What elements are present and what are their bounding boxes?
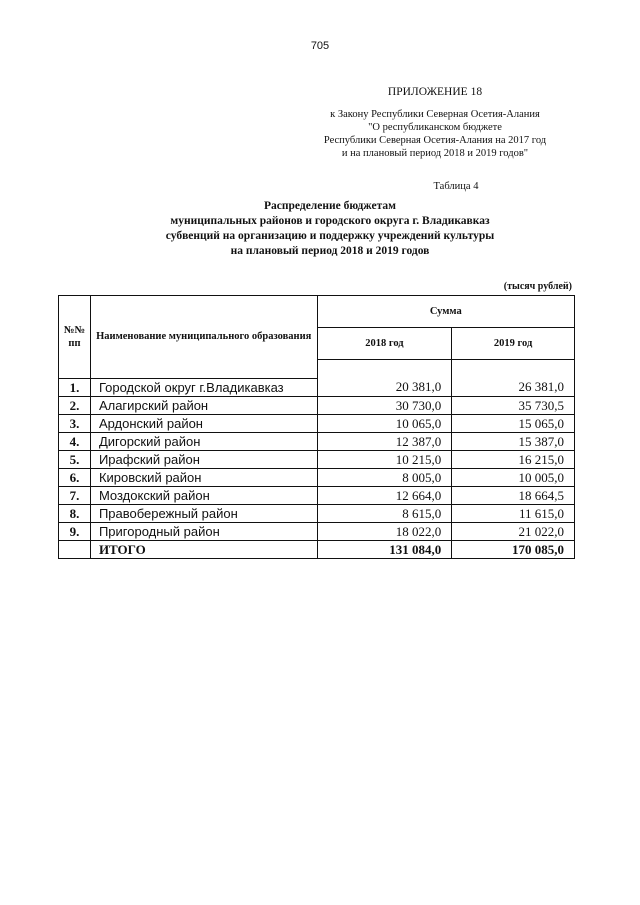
page-number: 705 (310, 40, 330, 52)
table-row (59, 468, 575, 486)
row-name: ИТОГО (90, 540, 317, 558)
row-name: Моздокский район (90, 486, 317, 504)
header-year-2018: 2018 год (317, 328, 452, 360)
row-value-2019: 18 664,5 (452, 486, 575, 504)
row-number: 4. (59, 432, 91, 450)
row-name: Ардонский район (90, 414, 317, 432)
table-row-total (59, 540, 575, 558)
row-value-2018: 8 005,0 (317, 468, 452, 486)
row-value-2018: 12 387,0 (317, 432, 452, 450)
appendix-line: к Закону Республики Северная Осетия-Алания (330, 109, 540, 120)
appendix-line: и на плановый период 2018 и 2019 годов" (341, 148, 529, 159)
row-number: 2. (59, 396, 91, 414)
row-value-2019: 10 005,0 (452, 468, 575, 486)
row-name: Пригородный район (90, 522, 317, 540)
title-line: Распределение бюджетам (264, 200, 396, 212)
row-number: 7. (59, 486, 91, 504)
header-num: №№ пп (59, 296, 91, 379)
header-spacer (452, 360, 575, 379)
row-value-2018: 10 215,0 (317, 450, 452, 468)
table-row (59, 378, 575, 396)
row-value-2018: 12 664,0 (317, 486, 452, 504)
row-number: 9. (59, 522, 91, 540)
row-value-2018: 8 615,0 (317, 504, 452, 522)
row-value-2018: 30 730,0 (317, 396, 452, 414)
table-number: Таблица 4 (433, 181, 479, 192)
row-value-2018: 131 084,0 (317, 540, 452, 558)
table-row (59, 396, 575, 414)
appendix-title: ПРИЛОЖЕНИЕ 18 (387, 86, 483, 98)
row-name: Кировский район (90, 468, 317, 486)
row-number (59, 540, 91, 558)
row-name: Городской округ г.Владикавказ (90, 378, 317, 396)
document-title (100, 199, 560, 259)
row-value-2019: 21 022,0 (452, 522, 575, 540)
appendix-line: Республики Северная Осетия-Алания на 2017 год (323, 135, 547, 146)
table-row (59, 522, 575, 540)
table-row (59, 432, 575, 450)
row-value-2019: 15 065,0 (452, 414, 575, 432)
header-sum: Сумма (317, 296, 574, 328)
header-year-2019: 2019 год (452, 328, 575, 360)
title-line: на плановый период 2018 и 2019 годов (230, 245, 430, 257)
units-label: (тысяч рублей) (503, 281, 572, 292)
row-name: Ирафский район (90, 450, 317, 468)
row-name: Алагирский район (90, 396, 317, 414)
row-value-2019: 11 615,0 (452, 504, 575, 522)
row-number: 8. (59, 504, 91, 522)
appendix-reference (300, 108, 570, 160)
row-name: Правобережный район (90, 504, 317, 522)
row-value-2019: 170 085,0 (452, 540, 575, 558)
row-value-2019: 35 730,5 (452, 396, 575, 414)
appendix-line: "О республиканском бюджете (368, 122, 502, 133)
row-number: 1. (59, 378, 91, 396)
row-value-2018: 18 022,0 (317, 522, 452, 540)
row-number: 3. (59, 414, 91, 432)
row-value-2019: 16 215,0 (452, 450, 575, 468)
table-row (59, 450, 575, 468)
table-row (59, 504, 575, 522)
row-value-2018: 20 381,0 (317, 378, 452, 396)
row-number: 6. (59, 468, 91, 486)
table-row (59, 414, 575, 432)
row-value-2019: 15 387,0 (452, 432, 575, 450)
table-row (59, 486, 575, 504)
row-value-2018: 10 065,0 (317, 414, 452, 432)
row-name: Дигорский район (90, 432, 317, 450)
row-value-2019: 26 381,0 (452, 378, 575, 396)
title-line: субвенций на организацию и поддержку учреждений культуры (165, 230, 495, 242)
header-name: Наименование муниципального образования (90, 296, 317, 379)
row-number: 5. (59, 450, 91, 468)
header-spacer (317, 360, 452, 379)
title-line: муниципальных районов и городского округа г. Владикавказ (170, 215, 490, 227)
subvention-table (58, 295, 575, 559)
